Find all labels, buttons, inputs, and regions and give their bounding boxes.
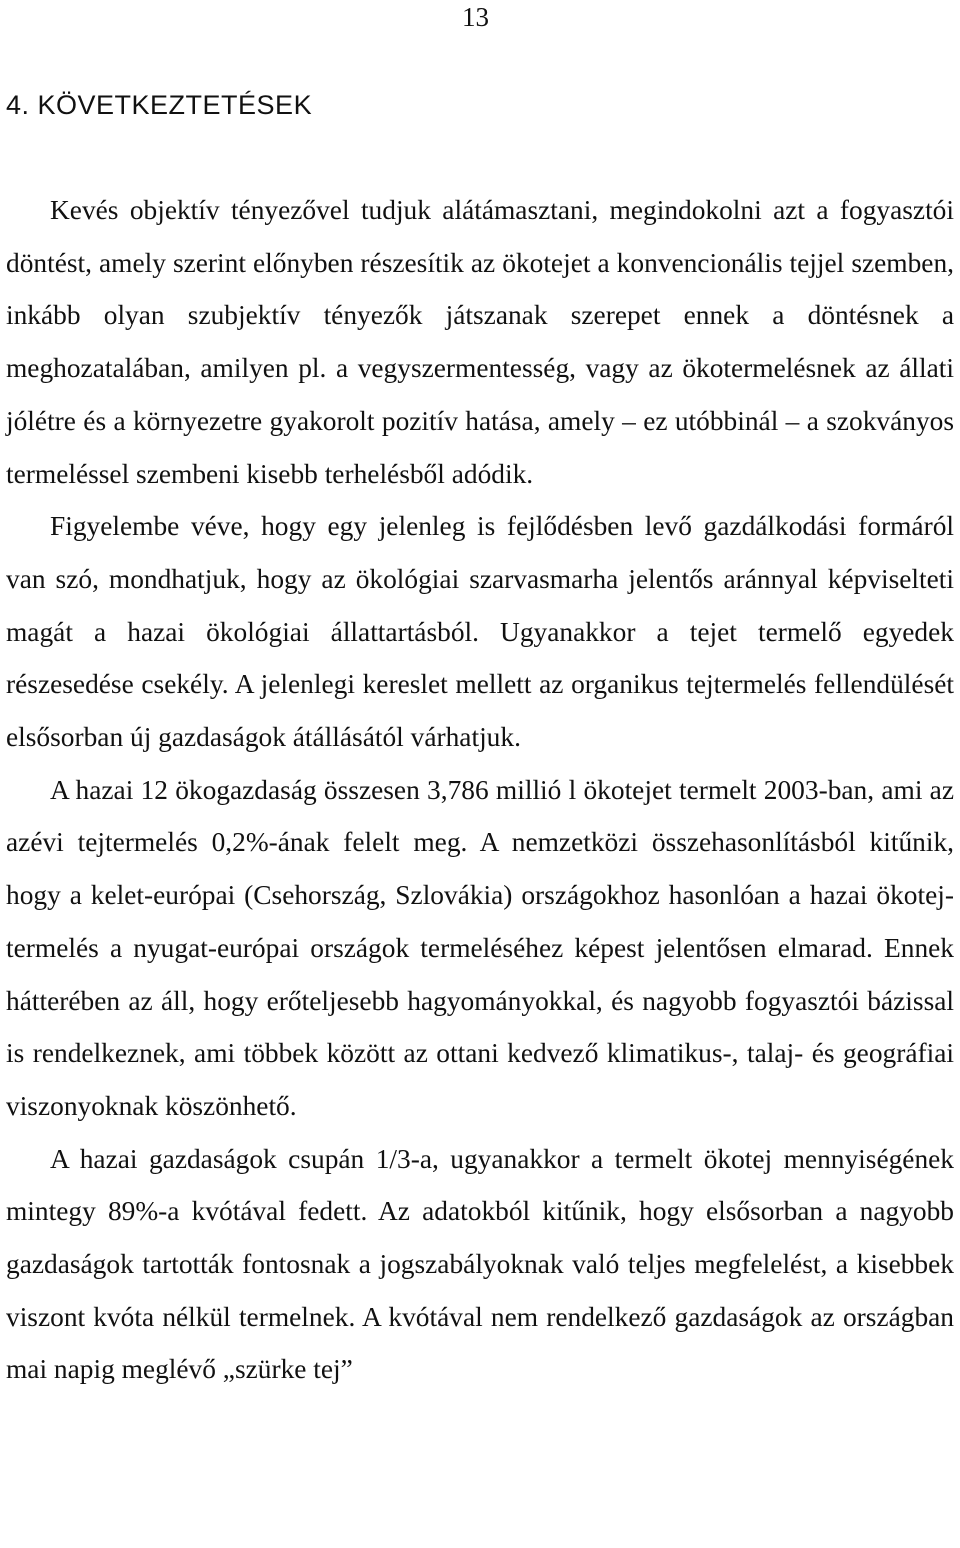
page-number: 13: [462, 2, 489, 32]
paragraph-2: Figyelembe véve, hogy egy jelenleg is fejlődésben levő gazdálkodási formáról van szó, mondhatjuk, hogy az ökológiai szarvasmarha jelentős aránnyal képviselteti magát a hazai ökológiai állattartásból. Ugyanakkor a tejet termelő egyedek részesedése csekély. A jelenlegi kereslet mellett az organikus tejtermelés fellendülését elsősorban új gazdaságok átállásától várhatjuk.: [6, 511, 954, 753]
section-heading: 4. KÖVETKEZTETÉSEK: [6, 90, 313, 120]
body-text: [6, 184, 954, 1396]
paragraph-1: Kevés objektív tényezővel tudjuk alátámasztani, megindokolni azt a fogyasztói döntést, amely szerint előnyben részesítik az ökotejet a konvencionális tejjel szemben, inkább olyan szubjektív tényezők játszanak szerepet ennek a döntésnek a meghozatalában, amilyen pl. a vegyszermentesség, vagy az ökotermelésnek az állati jólétre és a környezetre gyakorolt pozitív hatása, amely – ez utóbbinál – a szokványos termeléssel szembeni kisebb terhelésből adódik.: [6, 195, 954, 489]
paragraph-4: A hazai gazdaságok csupán 1/3-a, ugyanakkor a termelt ökotej mennyiségének mintegy 89%-a kvótával fedett. Az adatokból kitűnik, hogy elsősorban a nagyobb gazdaságok tartották fontosnak a jogszabályoknak való teljes megfelelést, a kisebbek viszont kvóta nélkül termelnek. A kvótával nem rendelkező gazdaságok az országban mai napig meglévő „szürke tej”: [6, 1143, 954, 1385]
paragraph-3: A hazai 12 ökogazdaság összesen 3,786 millió l ökotejet termelt 2003-ban, ami az azévi tejtermelés 0,2%-ának felelt meg. A nemzetközi összehasonlításból kitűnik, hogy a kelet-európai (Csehország, Szlovákia) országokhoz hasonlóan a hazai ökotej-termelés a nyugat-európai országok termeléséhez képest jelentősen elmarad. Ennek hátterében az áll, hogy erőteljesebb hagyományokkal, és nagyobb fogyasztói bázissal is rendelkeznek, ami többek között az ottani kedvező klimatikus-, talaj- és geográfiai viszonyoknak köszönhető.: [6, 774, 954, 1121]
